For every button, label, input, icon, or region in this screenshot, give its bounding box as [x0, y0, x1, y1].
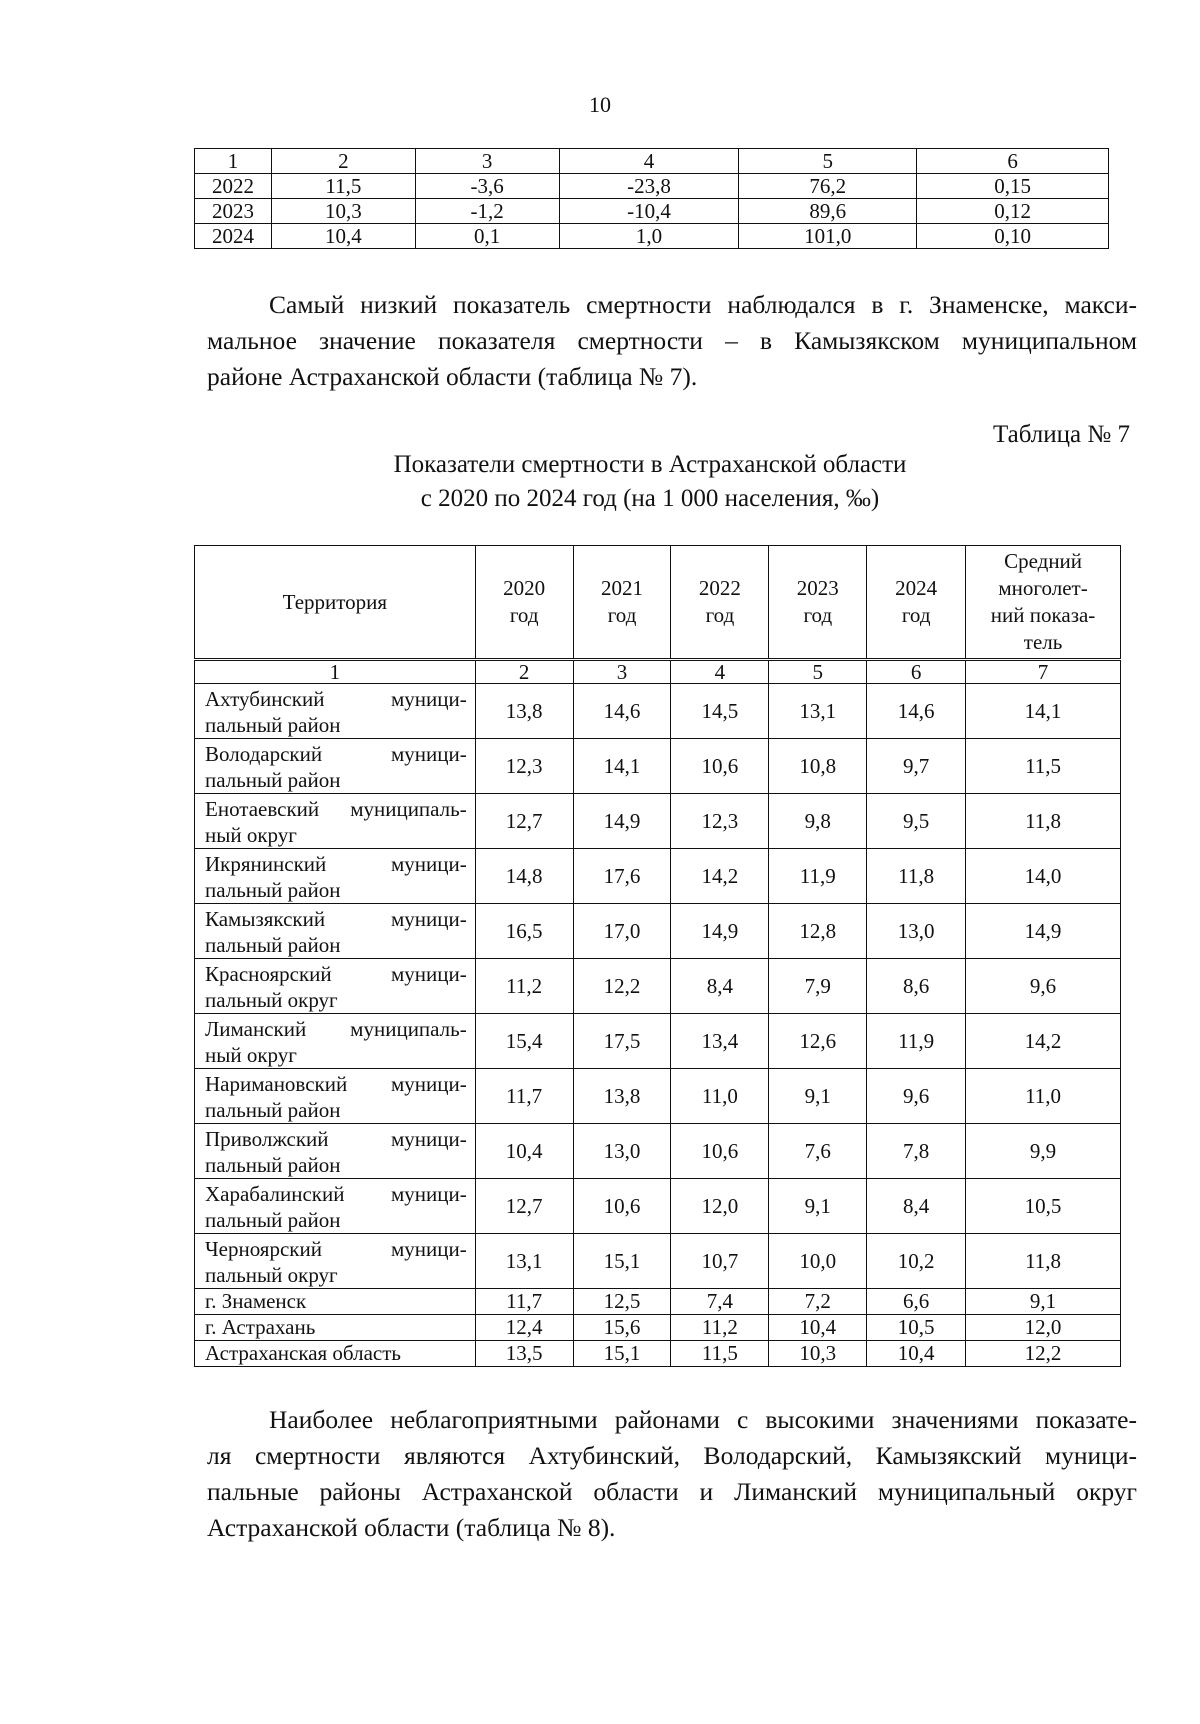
- table-header-row: [195, 546, 1121, 660]
- table-title-line: с 2020 по 2024 год (на 1 000 населения, ‰): [420, 485, 880, 512]
- year-value-cell: 7,2: [769, 1289, 867, 1315]
- territory-name-line: Красноярский муници-: [205, 962, 467, 986]
- table-cell: 76,2: [739, 174, 917, 199]
- year-value-cell: 10,4: [867, 1341, 966, 1367]
- paragraph-line: пальные районы Астраханской области и Лиманский муниципальный округ: [207, 1477, 1137, 1506]
- table-row: [195, 684, 1121, 739]
- table-cell: 10,4: [271, 224, 415, 249]
- table-row: [195, 1069, 1121, 1124]
- territory-name-line: Ахтубинский муници-: [205, 687, 467, 711]
- year-value-cell: 8,6: [867, 959, 966, 1014]
- year-value-cell: 14,9: [671, 904, 769, 959]
- territory-cell: [195, 684, 476, 739]
- year-value-cell: 9,6: [867, 1069, 966, 1124]
- average-value-cell: 9,9: [966, 1124, 1121, 1179]
- header-average: Средний многолет- ний показа- тель: [966, 546, 1121, 660]
- year-value-cell: 12,7: [475, 794, 573, 849]
- year-value-cell: 11,9: [769, 849, 867, 904]
- territory-name-line: г. Астрахань: [205, 1315, 316, 1339]
- year-value-cell: 14,2: [671, 849, 769, 904]
- territory-name-line: Черноярский муници-: [205, 1237, 467, 1261]
- year-value-cell: 13,1: [475, 1234, 573, 1289]
- territory-name-line: Камызякский муници-: [205, 907, 467, 931]
- table-cell: -10,4: [559, 199, 739, 224]
- year-value-cell: 10,4: [475, 1124, 573, 1179]
- year-value-cell: 9,1: [769, 1179, 867, 1234]
- territory-name-line: Володарский муници-: [205, 742, 467, 766]
- year-value-cell: 11,2: [671, 1315, 769, 1341]
- year-value-cell: 10,6: [671, 1124, 769, 1179]
- table-cell: 2: [271, 149, 415, 174]
- paragraph-line: Астраханской области (таблица № 8).: [207, 1513, 616, 1542]
- territory-name-line: ный округ: [205, 823, 297, 847]
- average-value-cell: 11,8: [966, 794, 1121, 849]
- year-value-cell: 10,4: [769, 1315, 867, 1341]
- average-value-cell: 9,6: [966, 959, 1121, 1014]
- territory-cell: [195, 1179, 476, 1234]
- territory-name-line: пальный район: [205, 1208, 341, 1232]
- territory-name-line: пальный округ: [205, 1263, 338, 1287]
- year-value-cell: 11,0: [671, 1069, 769, 1124]
- territory-cell: [195, 849, 476, 904]
- territory-name-line: Икрянинский муници-: [205, 852, 467, 876]
- year-value-cell: 13,8: [573, 1069, 671, 1124]
- year-value-cell: 9,1: [769, 1069, 867, 1124]
- year-value-cell: 14,6: [867, 684, 966, 739]
- header-2023: 2023 год: [769, 546, 867, 660]
- territory-name-line: пальный район: [205, 933, 341, 957]
- continuation-header-row: [195, 149, 1109, 174]
- territory-cell: [195, 1014, 476, 1069]
- year-value-cell: 13,4: [671, 1014, 769, 1069]
- year-value-cell: 8,4: [671, 959, 769, 1014]
- territory-cell: [195, 1234, 476, 1289]
- average-value-cell: 14,0: [966, 849, 1121, 904]
- table-cell: 2023: [195, 199, 272, 224]
- territory-name-line: Астраханская область: [205, 1341, 401, 1365]
- average-value-cell: 9,1: [966, 1289, 1121, 1315]
- average-value-cell: 12,2: [966, 1341, 1121, 1367]
- table-row: [195, 1124, 1121, 1179]
- year-value-cell: 10,3: [769, 1341, 867, 1367]
- territory-cell: [195, 1124, 476, 1179]
- table-cell: 11,5: [271, 174, 415, 199]
- territory-name-line: Харабалинский муници-: [205, 1182, 467, 1206]
- table-row: [195, 1179, 1121, 1234]
- table-row: [195, 1014, 1121, 1069]
- average-value-cell: 14,9: [966, 904, 1121, 959]
- year-value-cell: 12,3: [475, 739, 573, 794]
- page-number: 10: [589, 92, 611, 117]
- table-cell: 101,0: [739, 224, 917, 249]
- year-value-cell: 16,5: [475, 904, 573, 959]
- header-2024: 2024 год: [867, 546, 966, 660]
- year-value-cell: 6,6: [867, 1289, 966, 1315]
- year-value-cell: 17,5: [573, 1014, 671, 1069]
- territory-name-line: пальный округ: [205, 988, 338, 1012]
- year-value-cell: 12,2: [573, 959, 671, 1014]
- table-row: [195, 794, 1121, 849]
- table-cell: -23,8: [559, 174, 739, 199]
- year-value-cell: 7,9: [769, 959, 867, 1014]
- header-2022: 2022 год: [671, 546, 769, 660]
- year-value-cell: 17,6: [573, 849, 671, 904]
- year-value-cell: 14,5: [671, 684, 769, 739]
- territory-name-line: г. Знаменск: [205, 1289, 307, 1313]
- table-cell: 0,12: [917, 199, 1109, 224]
- table-row: [195, 959, 1121, 1014]
- year-value-cell: 12,8: [769, 904, 867, 959]
- territory-name-line: ный округ: [205, 1043, 297, 1067]
- column-number-cell: 5: [769, 660, 867, 684]
- table-row: [195, 1341, 1121, 1367]
- table-row: [195, 904, 1121, 959]
- average-value-cell: 11,5: [966, 739, 1121, 794]
- territory-name-line: Приволжский муници-: [205, 1127, 467, 1151]
- year-value-cell: 14,1: [573, 739, 671, 794]
- header-territory: Территория: [195, 546, 476, 660]
- year-value-cell: 10,8: [769, 739, 867, 794]
- year-value-cell: 10,5: [867, 1315, 966, 1341]
- year-value-cell: 9,5: [867, 794, 966, 849]
- year-value-cell: 15,1: [573, 1234, 671, 1289]
- year-value-cell: 8,4: [867, 1179, 966, 1234]
- territory-cell: [195, 739, 476, 794]
- continuation-row: [195, 199, 1109, 224]
- year-value-cell: 15,1: [573, 1341, 671, 1367]
- year-value-cell: 9,8: [769, 794, 867, 849]
- header-2020: 2020 год: [475, 546, 573, 660]
- year-value-cell: 14,8: [475, 849, 573, 904]
- year-value-cell: 15,6: [573, 1315, 671, 1341]
- year-value-cell: 10,0: [769, 1234, 867, 1289]
- table-cell: 0,1: [415, 224, 559, 249]
- year-value-cell: 7,6: [769, 1124, 867, 1179]
- column-number-cell: 1: [195, 660, 476, 684]
- table-cell: 4: [559, 149, 739, 174]
- year-value-cell: 13,1: [769, 684, 867, 739]
- territory-cell: [195, 904, 476, 959]
- table-cell: 0,10: [917, 224, 1109, 249]
- table-cell: 3: [415, 149, 559, 174]
- territory-name-line: пальный район: [205, 878, 341, 902]
- territory-name-line: пальный район: [205, 1098, 341, 1122]
- average-value-cell: 12,0: [966, 1315, 1121, 1341]
- average-value-cell: 11,0: [966, 1069, 1121, 1124]
- year-value-cell: 14,6: [573, 684, 671, 739]
- territory-name-line: пальный район: [205, 768, 341, 792]
- year-value-cell: 7,8: [867, 1124, 966, 1179]
- table-row: [195, 849, 1121, 904]
- table-title-line: Показатели смертности в Астраханской области: [393, 451, 907, 478]
- header-2021: 2021 год: [573, 546, 671, 660]
- table-number: Таблица № 7: [992, 421, 1130, 448]
- continuation-row: [195, 224, 1109, 249]
- paragraph-line: Наиболее неблагоприятными районами с высокими значениями показате-: [269, 1405, 1137, 1434]
- table-cell: 10,3: [271, 199, 415, 224]
- territory-cell: [195, 959, 476, 1014]
- column-number-row: [195, 660, 1121, 684]
- territory-cell: [195, 1315, 476, 1341]
- table-cell: 6: [917, 149, 1109, 174]
- table-row: [195, 739, 1121, 794]
- column-number-cell: 6: [867, 660, 966, 684]
- paragraph-line: мальное значение показателя смертности – в Камызякском муниципальном: [207, 326, 1137, 355]
- year-value-cell: 12,5: [573, 1289, 671, 1315]
- table-row: [195, 1315, 1121, 1341]
- table-cell: 0,15: [917, 174, 1109, 199]
- paragraph-mortality-lowest: [207, 287, 1137, 395]
- year-value-cell: 12,6: [769, 1014, 867, 1069]
- table-cell: 2024: [195, 224, 272, 249]
- continuation-row: [195, 174, 1109, 199]
- year-value-cell: 11,7: [475, 1289, 573, 1315]
- table-cell: 89,6: [739, 199, 917, 224]
- year-value-cell: 14,9: [573, 794, 671, 849]
- column-number-cell: 4: [671, 660, 769, 684]
- average-value-cell: 10,5: [966, 1179, 1121, 1234]
- year-value-cell: 10,7: [671, 1234, 769, 1289]
- paragraph-line: Самый низкий показатель смертности наблюдался в г. Знаменске, макси-: [269, 290, 1137, 319]
- territory-cell: [195, 1289, 476, 1315]
- year-value-cell: 11,9: [867, 1014, 966, 1069]
- year-value-cell: 9,7: [867, 739, 966, 794]
- territory-name-line: пальный район: [205, 713, 341, 737]
- table-cell: 2022: [195, 174, 272, 199]
- year-value-cell: 12,7: [475, 1179, 573, 1234]
- year-value-cell: 10,6: [671, 739, 769, 794]
- territory-name-line: Енотаевский муниципаль-: [205, 797, 467, 821]
- table-cell: 1,0: [559, 224, 739, 249]
- year-value-cell: 11,7: [475, 1069, 573, 1124]
- table-cell: -1,2: [415, 199, 559, 224]
- territory-name-line: Наримановский муници-: [205, 1072, 467, 1096]
- year-value-cell: 13,0: [573, 1124, 671, 1179]
- territory-name-line: Лиманский муниципаль-: [205, 1017, 467, 1041]
- column-number-cell: 2: [475, 660, 573, 684]
- territory-cell: [195, 1069, 476, 1124]
- territory-name-line: пальный район: [205, 1153, 341, 1177]
- year-value-cell: 11,2: [475, 959, 573, 1014]
- territory-cell: [195, 1341, 476, 1367]
- year-value-cell: 13,5: [475, 1341, 573, 1367]
- paragraph-line: районе Астраханской области (таблица № 7).: [207, 362, 698, 391]
- territory-cell: [195, 794, 476, 849]
- year-value-cell: 17,0: [573, 904, 671, 959]
- table-cell: -3,6: [415, 174, 559, 199]
- average-value-cell: 14,1: [966, 684, 1121, 739]
- year-value-cell: 12,4: [475, 1315, 573, 1341]
- column-number-cell: 7: [966, 660, 1121, 684]
- table-title: [300, 448, 1000, 516]
- average-value-cell: 11,8: [966, 1234, 1121, 1289]
- average-value-cell: 14,2: [966, 1014, 1121, 1069]
- year-value-cell: 11,5: [671, 1341, 769, 1367]
- table-row: [195, 1289, 1121, 1315]
- table-row: [195, 1234, 1121, 1289]
- column-number-cell: 3: [573, 660, 671, 684]
- year-value-cell: 7,4: [671, 1289, 769, 1315]
- year-value-cell: 13,0: [867, 904, 966, 959]
- table-cell: 5: [739, 149, 917, 174]
- paragraph-unfavorable-districts: [207, 1402, 1137, 1546]
- continuation-table: [194, 148, 1109, 249]
- year-value-cell: 12,3: [671, 794, 769, 849]
- year-value-cell: 13,8: [475, 684, 573, 739]
- year-value-cell: 10,6: [573, 1179, 671, 1234]
- year-value-cell: 12,0: [671, 1179, 769, 1234]
- year-value-cell: 15,4: [475, 1014, 573, 1069]
- year-value-cell: 11,8: [867, 849, 966, 904]
- mortality-table: [194, 545, 1121, 1367]
- paragraph-line: ля смертности являются Ахтубинский, Володарский, Камызякский муници-: [207, 1441, 1137, 1470]
- year-value-cell: 10,2: [867, 1234, 966, 1289]
- table-cell: 1: [195, 149, 272, 174]
